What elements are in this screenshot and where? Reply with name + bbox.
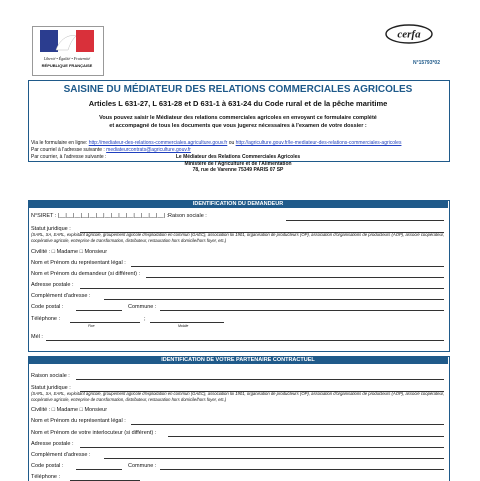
monsieur-checkbox[interactable]: □ — [79, 249, 83, 255]
p-adresse-label: Adresse postale : — [31, 441, 74, 447]
cp-label: Code postal : — [31, 304, 64, 310]
tel-mobile-field[interactable] — [150, 322, 224, 323]
complement-field[interactable] — [104, 299, 444, 300]
p-commune-label: Commune : — [128, 463, 157, 469]
p-statut-label: Statut juridique : — [31, 385, 71, 391]
commune-field[interactable] — [160, 310, 444, 311]
p-raison-field[interactable] — [76, 379, 444, 380]
cerfa-brand: cerfa — [397, 28, 421, 41]
tel-fixe-field[interactable] — [70, 322, 140, 323]
p-civilite-label: Civilité : — [31, 407, 51, 413]
logo-motto: Liberté • Égalité • Fraternité — [43, 56, 91, 61]
raison-sociale-label: :Raison sociale : — [166, 213, 207, 219]
p-madame-label: Madame — [56, 407, 79, 413]
page-title: SAISINE DU MÉDIATEUR DES RELATIONS COMMERCIALES AGRICOLES — [63, 84, 413, 95]
online-link-2[interactable]: http://agriculture.gouv.fr/le-mediateur-des-relations-commerciales-agricoles — [235, 140, 402, 146]
p-monsieur-checkbox[interactable]: □ — [79, 407, 83, 413]
p-inter-label: Nom et Prénom de votre interlocuteur (si différent) : — [31, 430, 157, 436]
p-statut-note: (SARL, SA, EARL, exploitant agricole, groupement agricole d'exploitation en commun (GAEC), association loi 1901, organisation de producteurs (OP), association d'organisations de producteurs (AOP), associé coopérateur, coopérative agricole, entreprise de transformation, distributeur, restauration hors domicile/hors foyer, etc.) — [31, 391, 445, 402]
intro-line-2: et accompagné de tous les documents que vous jugerez nécessaires à l'examen de votre dossier : — [109, 123, 367, 129]
p-commune-field[interactable] — [160, 469, 444, 470]
intro-text — [60, 114, 416, 130]
p-monsieur-label: Monsieur — [84, 407, 108, 413]
p-rep-field[interactable] — [131, 424, 444, 425]
fixe-label: Fixe — [88, 324, 95, 328]
mail-label: Par courrier, à l'adresse suivante : — [31, 154, 107, 160]
tel-separator: ; — [144, 316, 146, 322]
mobile-label: Mobile — [178, 324, 189, 328]
dem-label: Nom et Prénom du demandeur (si différent) : — [31, 271, 141, 277]
complement-label: Complément d'adresse : — [31, 293, 91, 299]
logo-country: RÉPUBLIQUE FRANÇAISE — [41, 63, 93, 68]
rep-label: Nom et Prénom du représentant légal : — [31, 260, 126, 266]
email-contact — [31, 147, 191, 153]
p-cp-field[interactable] — [76, 469, 122, 470]
rep-field[interactable] — [131, 266, 444, 267]
raison-sociale-field[interactable] — [286, 220, 444, 221]
p-civilite-row — [31, 407, 107, 413]
demandeur-heading: IDENTIFICATION DU DEMANDEUR — [28, 200, 448, 208]
addr-line-3: 78, rue de Varenne 75349 PARIS 07 SP — [192, 167, 284, 173]
statut-note: (SARL, SA, EARL, exploitant agricole, groupement agricole d'exploitation en commun (GAEC), association loi 1901, organisation de producteurs (OP), association d'organisations de producteurs (AOP), associé coopérateur, coopérative agricole, entreprise de transformation, distributeur, restauration hors domicile/hors foyer, etc.) — [31, 232, 445, 243]
madame-checkbox[interactable]: □ — [51, 249, 56, 255]
monsieur-label: Monsieur — [84, 249, 108, 255]
email-link[interactable]: mediateurcontrats@agriculture.gouv.fr — [106, 147, 191, 153]
siret-input[interactable]: |__|__|__|__|__|__|__|__|__|__|__|__|__|__| — [57, 213, 165, 219]
marianne-flag-icon — [40, 30, 94, 52]
articles-subtitle: Articles L 631-27, L 631-28 et D 631-1 à 631-24 du Code rural et de la pêche maritime — [88, 99, 388, 108]
p-madame-checkbox[interactable]: □ — [51, 407, 56, 413]
online-or: ou — [228, 140, 235, 146]
p-raison-label: Raison sociale : — [31, 373, 70, 379]
online-link-1[interactable]: http://mediateur-des-relations-commerciales.agriculture.gouv.fr — [88, 140, 228, 146]
email-label: Par courriel à l'adresse suivante : — [31, 147, 105, 153]
civilite-label: Civilité : — [31, 249, 51, 255]
p-cp-label: Code postal : — [31, 463, 64, 469]
siret-row — [31, 213, 207, 219]
commune-label: Commune : — [128, 304, 157, 310]
online-contact — [31, 140, 401, 146]
postal-address — [110, 154, 366, 174]
p-inter-field[interactable] — [168, 436, 444, 437]
adresse-label: Adresse postale : — [31, 282, 74, 288]
cerfa-number: N°15793*02 — [412, 60, 440, 66]
mel-label: Mél : — [31, 334, 43, 340]
madame-label: Madame — [56, 249, 79, 255]
adresse-field[interactable] — [80, 288, 444, 289]
cp-field[interactable] — [76, 310, 122, 311]
p-rep-label: Nom et Prénom du représentant légal : — [31, 418, 126, 424]
mel-field[interactable] — [46, 340, 444, 341]
tel-label: Téléphone : — [31, 316, 61, 322]
dem-field[interactable] — [146, 277, 444, 278]
addr-line-2: Ministère de l'Agriculture et de l'Alimentation — [184, 160, 292, 167]
statut-label: Statut juridique : — [31, 226, 71, 232]
p-complement-label: Complément d'adresse : — [31, 452, 91, 458]
siret-label: N°SIRET : — [31, 213, 57, 219]
partenaire-heading: IDENTIFICATION DE VOTRE PARTENAIRE CONTRACTUEL — [28, 356, 448, 364]
intro-line-1: Vous pouvez saisir le Médiateur des relations commerciales agricoles en envoyant ce formulaire complété — [99, 115, 377, 121]
p-adresse-field[interactable] — [80, 447, 444, 448]
addr-line-1: Le Médiateur des Relations Commerciales Agricoles — [175, 154, 301, 160]
civilite-row — [31, 249, 107, 255]
p-complement-field[interactable] — [104, 458, 444, 459]
cerfa-logo-icon — [385, 24, 433, 44]
online-label: Via le formulaire en ligne: — [31, 140, 88, 146]
p-tel-label: Téléphone : — [31, 474, 61, 480]
